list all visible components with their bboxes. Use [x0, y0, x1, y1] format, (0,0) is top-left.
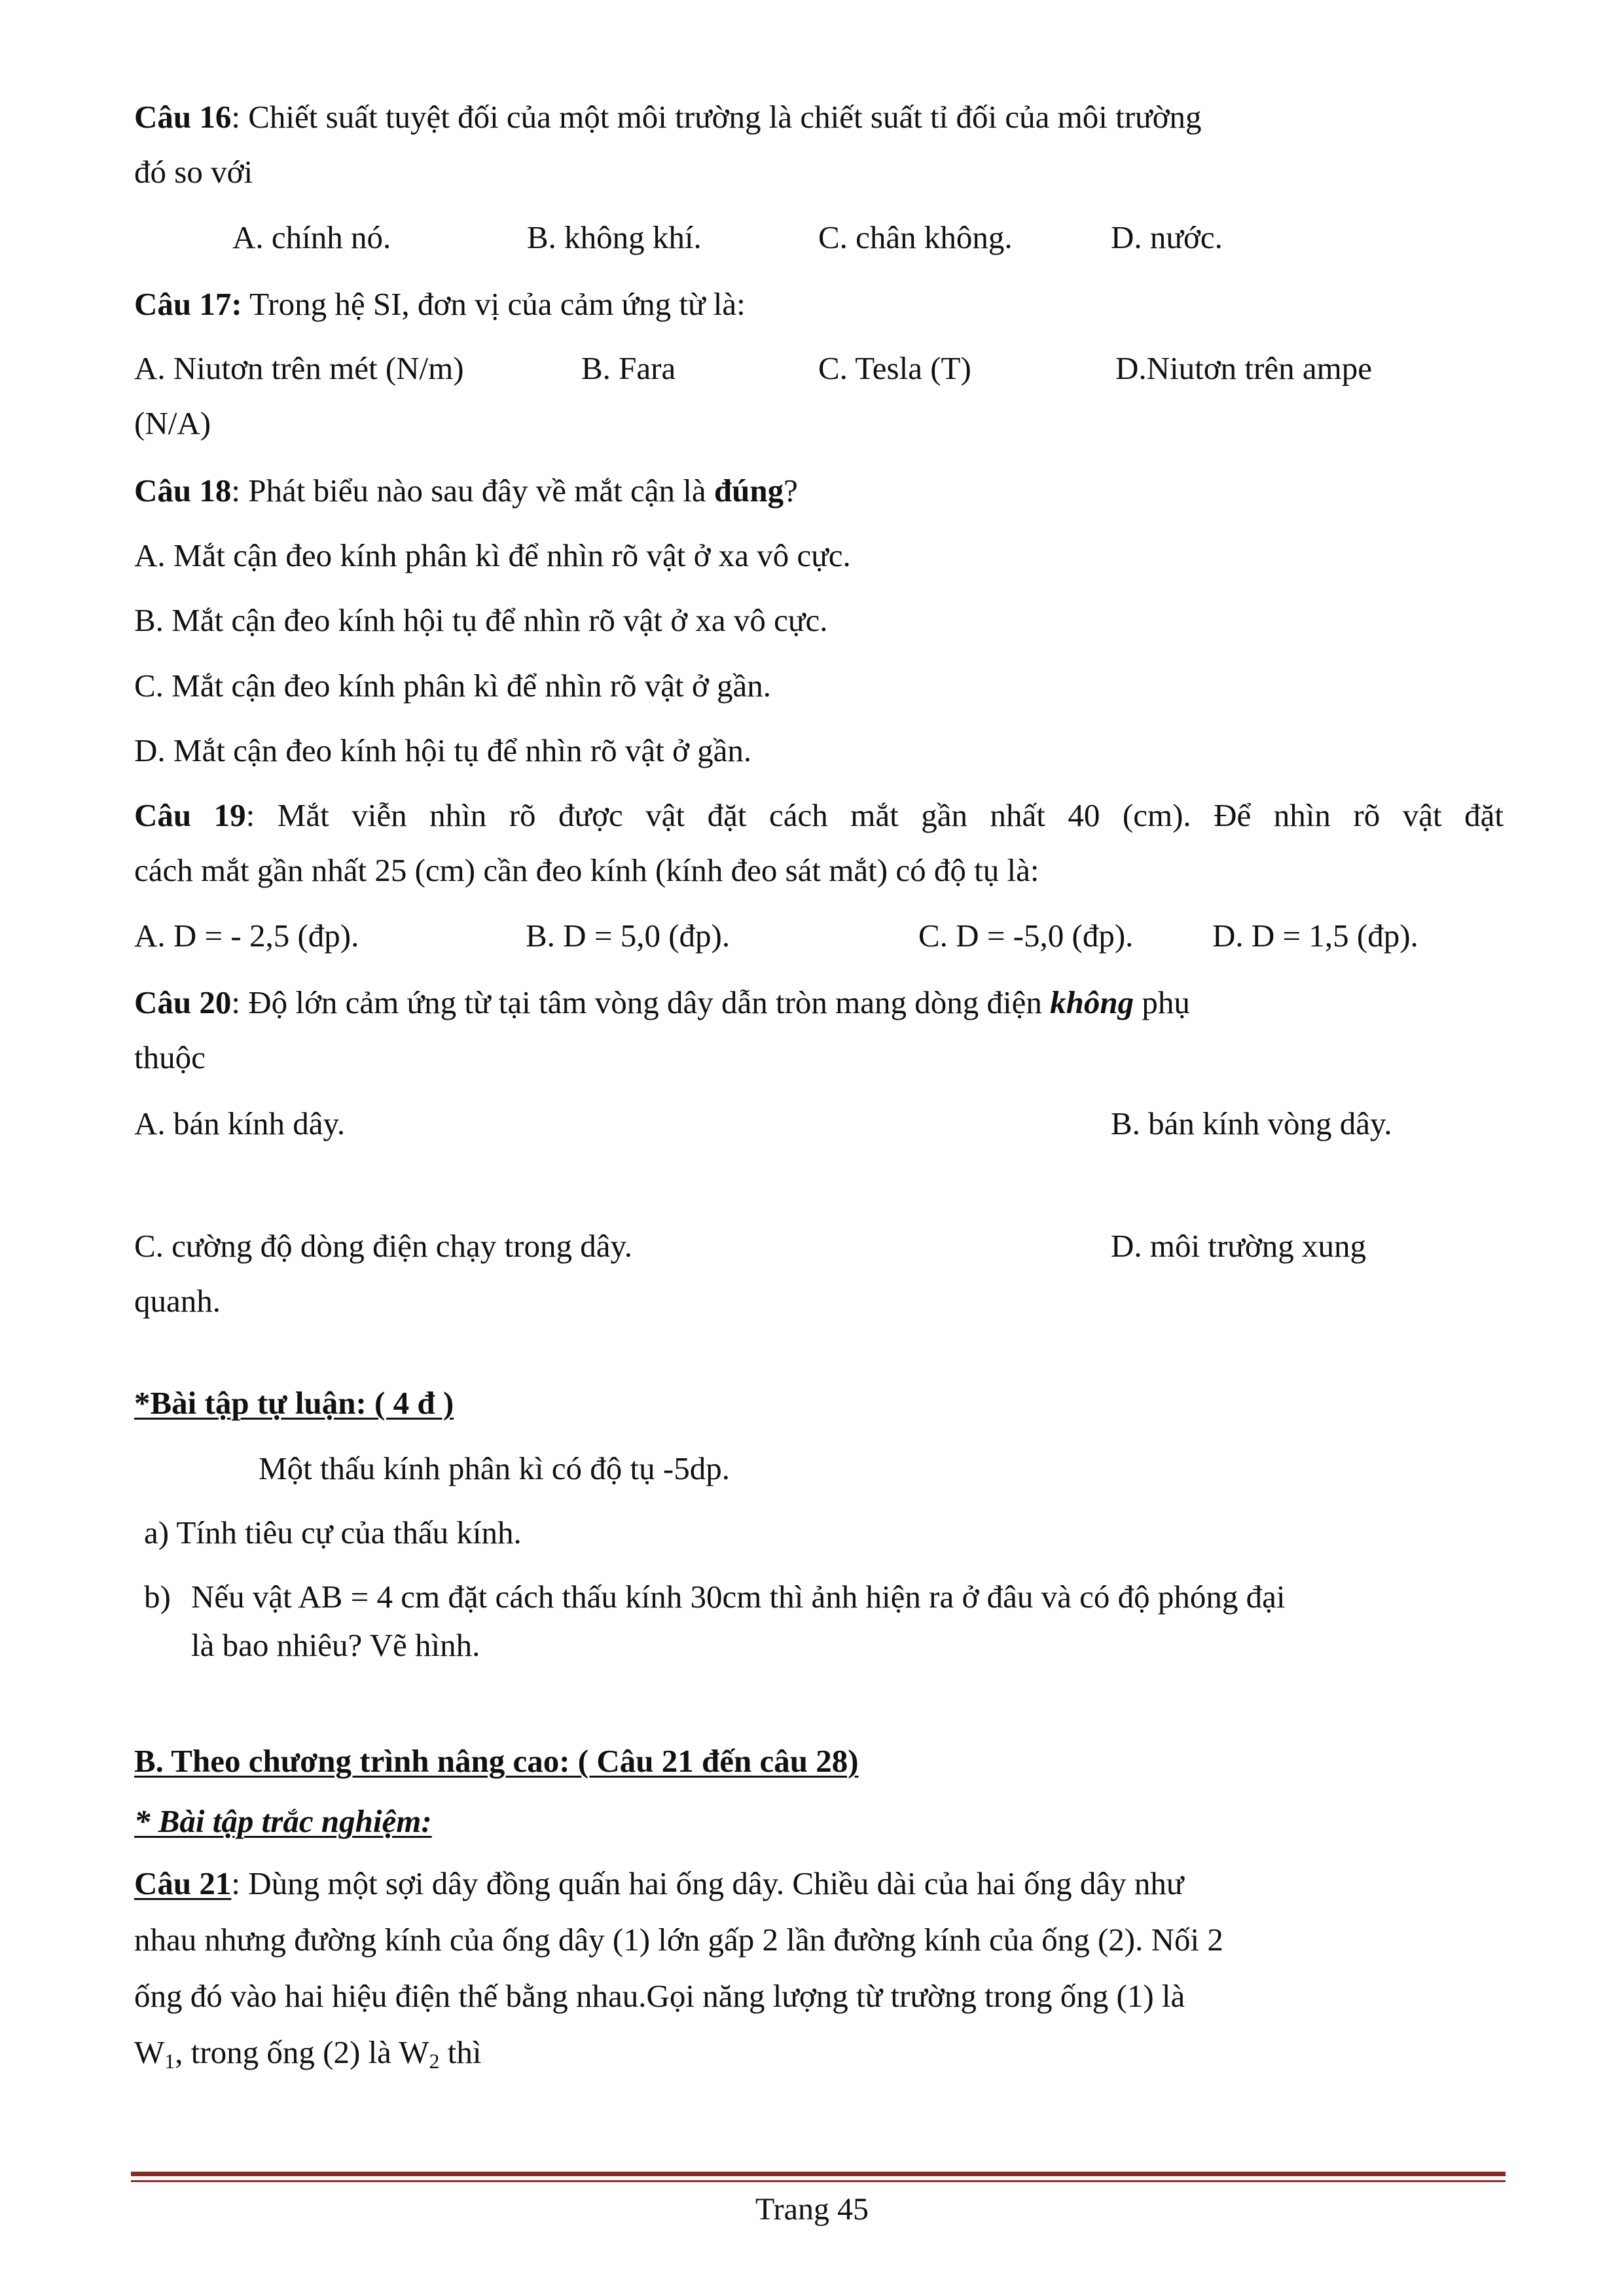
q21-end-text: thì	[439, 2034, 482, 2070]
footer-rule-thick	[131, 2172, 1506, 2176]
q20-stem-pre: : Độ lớn cảm ứng từ tại tâm vòng dây dẫn tròn mang dòng điện	[231, 984, 1051, 1020]
q21-mid-text: , trong ống (2) là W	[175, 2034, 429, 2070]
q20-stem-emph: không	[1050, 984, 1134, 1020]
essay-part-b-marker: b)	[144, 1579, 171, 1615]
essay-part-b-line-2: là bao nhiêu? Vẽ hình.	[191, 1627, 480, 1663]
q17-option-b: B. Fara	[581, 350, 676, 386]
q18-stem-post: ?	[784, 473, 798, 509]
q21-label: Câu 21	[134, 1865, 232, 1901]
section-b-heading: B. Theo chương trình nâng cao: ( Câu 21 đến câu 28)	[134, 1743, 859, 1779]
q19-option-b: B. D = 5,0 (đp).	[526, 918, 731, 954]
q18-stem-pre: : Phát biểu nào sau đây về mắt cận là	[231, 473, 714, 509]
q16-option-d: D. nước.	[1111, 219, 1223, 255]
q18-option-b: B. Mắt cận đeo kính hội tụ để nhìn rõ vật ở xa vô cực.	[134, 602, 828, 638]
q18-stem-line	[134, 463, 798, 518]
q20-option-a: A. bán kính dây.	[134, 1105, 346, 1141]
essay-intro: Một thấu kính phân kì có độ tụ -5dp.	[259, 1450, 730, 1486]
q17-option-d: D.Niutơn trên ampe	[1115, 350, 1372, 386]
q19-stem-line-2: cách mắt gần nhất 25 (cm) cần đeo kính (kính đeo sát mắt) có độ tụ là:	[134, 852, 1039, 888]
q19-option-d: D. D = 1,5 (đp).	[1212, 918, 1418, 954]
footer-rule-thin	[131, 2180, 1506, 2182]
q16-option-b: B. không khí.	[527, 219, 702, 255]
q18-option-d: D. Mắt cận đeo kính hội tụ để nhìn rõ vật ở gần.	[134, 732, 752, 768]
page-number: Trang 45	[755, 2192, 869, 2227]
q21-stem-line-2: nhau nhưng đường kính của ống dây (1) lớn gấp 2 lần đường kính của ống (2). Nối 2	[134, 1922, 1223, 1958]
q21-stem-line-4	[134, 2025, 482, 2080]
q20-stem-post: phụ	[1134, 984, 1190, 1020]
q19-stem-line-1	[134, 788, 1504, 843]
q20-option-b: B. bán kính vòng dây.	[1111, 1105, 1392, 1141]
q19-option-c: C. D = -5,0 (đp).	[918, 918, 1134, 954]
q18-label: Câu 18	[134, 473, 232, 509]
q17-stem: Trong hệ SI, đơn vị của cảm ứng từ là:	[242, 286, 746, 322]
q21-stem-line-3: ống đó vào hai hiệu điện thế bằng nhau.Gọi năng lượng từ trường trong ống (1) là	[134, 1978, 1185, 2014]
q17-option-a: A. Niutơn trên mét (N/m)	[134, 350, 464, 386]
q21-stem-line-1	[134, 1856, 1183, 1911]
q17-stem-line	[134, 277, 746, 332]
q20-option-d: D. môi trường xung	[1111, 1228, 1367, 1264]
q16-stem-a: : Chiết suất tuyệt đối của một môi trường là chiết suất tỉ đối của môi trường	[231, 99, 1202, 135]
essay-heading: *Bài tập tự luận: ( 4 đ )	[134, 1385, 454, 1421]
q19-option-a: A. D = - 2,5 (đp).	[134, 918, 359, 954]
q16-stem-line-2: đó so với	[134, 154, 253, 190]
q16-option-a: A. chính nó.	[232, 219, 391, 255]
q20-option-c: C. cường độ dòng điện chạy trong dây.	[134, 1228, 633, 1264]
q17-option-d-cont: (N/A)	[134, 405, 211, 441]
section-b-subheading: * Bài tập trắc nghiệm:	[134, 1803, 432, 1839]
q21-w1-subscript: 1	[164, 2049, 175, 2073]
q20-option-d-cont: quanh.	[134, 1283, 221, 1319]
q18-option-c: C. Mắt cận đeo kính phân kì để nhìn rõ vật ở gần.	[134, 668, 772, 704]
q19-label: Câu 19	[134, 797, 246, 833]
q19-stem-a: : Mắt viễn nhìn rõ được vật đặt cách mắt gần nhất 40 (cm). Để nhìn rõ vật đặt	[245, 797, 1504, 833]
q16-label: Câu 16	[134, 99, 232, 135]
q21-w2-subscript: 2	[429, 2049, 440, 2073]
q18-option-a: A. Mắt cận đeo kính phân kì để nhìn rõ vật ở xa vô cực.	[134, 537, 851, 573]
q21-w1-symbol: W	[134, 2034, 165, 2070]
q20-stem-line-1	[134, 975, 1190, 1030]
q18-stem-bold: đúng	[713, 473, 784, 509]
q16-stem-line-1	[134, 90, 1202, 145]
essay-part-a: a) Tính tiêu cự của thấu kính.	[144, 1515, 522, 1551]
q17-option-c: C. Tesla (T)	[818, 350, 971, 386]
q20-label: Câu 20	[134, 984, 232, 1020]
q17-label: Câu 17:	[134, 286, 242, 322]
q16-option-c: C. chân không.	[818, 219, 1013, 255]
q21-stem-a: : Dùng một sợi dây đồng quấn hai ống dây. Chiều dài của hai ống dây như	[231, 1865, 1184, 1901]
essay-part-b-line-1: Nếu vật AB = 4 cm đặt cách thấu kính 30cm thì ảnh hiện ra ở đâu và có độ phóng đại	[191, 1579, 1286, 1615]
q20-stem-line-2: thuộc	[134, 1039, 206, 1075]
